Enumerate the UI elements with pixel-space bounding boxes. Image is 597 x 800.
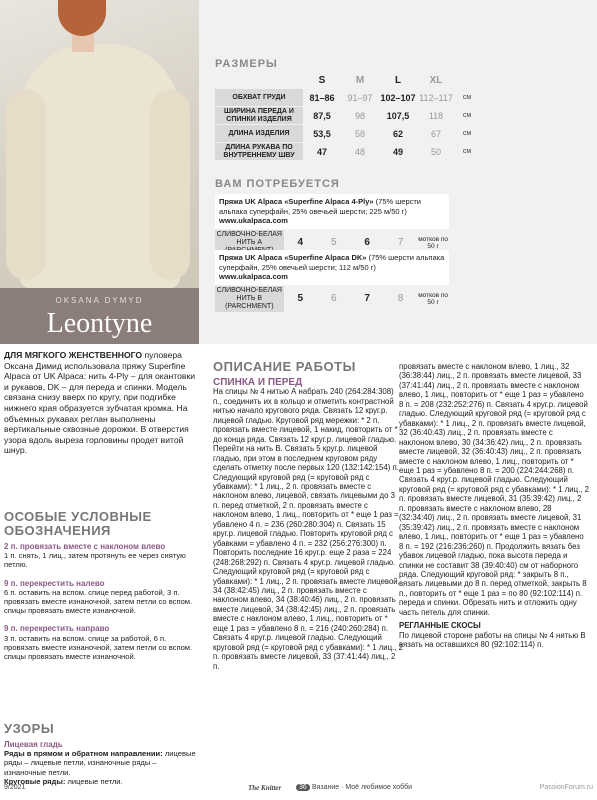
patterns-sub: Лицевая гладь: [4, 740, 63, 749]
materials-label: ВАМ ПОТРЕБУЕТСЯ: [215, 178, 340, 190]
abbreviations-heading: ОСОБЫЕ УСЛОВНЫЕ ОБОЗНАЧЕНИЯ: [4, 509, 152, 538]
unit: см: [462, 148, 472, 155]
description-heading: ОПИСАНИЕ РАБОТЫ: [213, 359, 356, 374]
designer-name: OKSANA DYMYD: [55, 296, 144, 305]
row-label: ДЛИНА ИЗДЕЛИЯ: [215, 125, 303, 143]
pattern-title: Leontyne: [46, 308, 153, 339]
size-col-header: XL: [429, 75, 443, 86]
yarn-a-url: www.ukalpaca.com: [219, 216, 288, 225]
cell: 50: [430, 146, 441, 157]
cell: 5: [297, 292, 304, 304]
row-label: ШИРИНА ПЕРЕДА И СПИНКИ ИЗДЕЛИЯ: [215, 107, 303, 125]
issue-date: 9/2021: [4, 784, 26, 791]
yarn-b-block: [215, 250, 449, 312]
cell: 6: [364, 236, 370, 248]
abbreviation-term: 2 п. провязать вместе с наклоном влево: [4, 542, 166, 551]
description-column-1: [213, 378, 403, 671]
abbreviations-list: [4, 542, 199, 661]
yarn-a-composition: (75% шерсти альпака суперфайн, 25% овечьей шерсти; 225 м/50 г): [219, 197, 421, 216]
hair-shape: [58, 0, 106, 36]
table-row: [215, 143, 479, 161]
size-col-header: L: [394, 75, 402, 86]
cell: 47: [316, 146, 327, 157]
patterns-text-2-body: лицевые петли.: [65, 776, 123, 786]
yarn-b-label: СЛИВОЧНО-БЕЛАЯ НИТЬ В (PARCHMENT): [216, 286, 282, 310]
cell: 98: [354, 110, 365, 121]
sizes-table: [215, 72, 479, 161]
page-number: 36: [296, 784, 310, 791]
sizes-header-blank: [455, 72, 479, 89]
patterns-text-2: [4, 777, 199, 786]
intro-lead: ДЛЯ МЯГКОГО ЖЕНСТВЕННОГО: [4, 350, 143, 360]
unit: мотков по 50 г: [418, 235, 449, 250]
patterns-text-2-bold: Круговые ряды:: [4, 776, 66, 786]
abbreviation-text: 3 п. оставить на вспом. спице за работой, 6 п. провязать вместе изнаночной, затем петли со вспом. спицы провязать вместе изнаночной.: [4, 633, 193, 662]
cell: 118: [428, 110, 444, 121]
abbreviation-term: 9 п. перекрестить направо: [4, 624, 110, 634]
cell: 107,5: [386, 110, 410, 121]
yarn-b-url: www.ukalpaca.com: [219, 272, 288, 281]
raglan-text: По лицевой стороне работы на спицы № 4 нитью В вязать на оставшихся 80 (92:102:114) п.: [399, 630, 586, 650]
magazine-name: The Knitter: [248, 784, 282, 792]
patterns-text-1-body: лицевые ряды – лицевые петли, изнаночные ряды – изнаночные петли.: [4, 749, 196, 777]
yarn-a-name: Пряжа UK Alpaca «Superfine Alpaca 4-Ply»: [219, 197, 374, 206]
model-photo: [0, 0, 199, 288]
table-row: [215, 107, 479, 125]
yarn-a-label: СЛИВОЧНО-БЕЛАЯ НИТЬ А: [215, 230, 284, 256]
cell: 91–97: [347, 92, 373, 103]
abbreviation-item: [4, 579, 199, 616]
cell: 112–117: [419, 92, 453, 103]
table-row: [215, 125, 479, 143]
cell: 7: [397, 236, 404, 248]
sizes-label: РАЗМЕРЫ: [215, 58, 278, 70]
patterns-text-1: [4, 749, 199, 777]
cell: 81–86: [309, 92, 335, 103]
abbreviation-text: 1 п. снять, 1 лиц., затем протянуть ее через снятую петлю.: [4, 551, 186, 570]
description-text: провязать вместе с наклоном влево, 1 лиц., 32 (36:38:44) лиц., 2 п. провязать вместе лицевой, 33 (37:41:44) лиц., 2 п. провязать вместе с наклоном влево, 1 лиц., повторить от * еще 1 раз = убавлено 8 п. = 208 (232:252:276) п. Связать 4 круг.р. лицевой гладью. Следующий круговой ряд (= круговой ряд с убавками): * 1 лиц., 2 п. провязать вместе лицевой, 32 (36:40:43) лиц., 2 п. провязать вместе с наклоном влево, 30 (34:36:42) лиц., 2 п. провязать вместе лицевой, 32 (36:40:43) лиц., 2 п. провязать вместе с наклоном влево, 1 лиц., повторить от * еще 1 раз = убавлено 8 п. = 200 (224:244:268) п. Связать 4 круг.р. лицевой гладью. Следующий круговой ряд (= круговой ряд с убавками): * 1 лиц., 2 п. провязать вместе лицевой, 31 (35:39:42) лиц., 2 п. провязать вместе с наклоном влево, 28 (32:34:40) лиц., 2 п. провязать вместе лицевой, 31 (35:39:42) лиц., 2 п. провязать вместе с наклоном влево, 1 лиц., повторить от * еще 1 раз = убавлено 8 п. = 192 (216:236:260) п. Продолжить вязать без убавок лицевой гладью, пока высота переда и спинки не составит 38 (39:40:40) см от наборного ряда. Следующий круговой ряд: * закрыть 8 п., вязать лицевыми до 8 п. перед отметкой, закрыть 8 п., повторить от * еще 1 раз = по 80 (92:102:114) п. переда и спинки. Обрезать нить и отложить одну часть петель для спинки.: [399, 362, 589, 617]
magazine-tagline: Вязание · Моё любимое хобби: [312, 784, 413, 791]
patterns-block: [4, 740, 199, 786]
title-band: [0, 288, 199, 344]
cell: 4: [297, 236, 304, 248]
description-text: На спицы № 4 нитью А набрать 240 (264:284:308) п., соединить их в кольцо и отметить контрастной нитью начало кругового ряда. Связать 12 круг.р. лицевой гладью. Круговой ряд мережки: * 2 п. провязать вместе лицевой, 1 накид, повторить от * до конца ряда. Связать 12 круг.р. лицевой гладью. Перейти на нить В. Связать 5 круг.р. лицевой гладью, при этом в последнем круговом ряду сделать отметку после первых 120 (132:142:154) п. Следующий круговой ряд (= круговой ряд с убавками): * 1 лиц., 2 п. провязать вместе с наклоном влево, лицевой, связать лицевыми до 3 п. перед отметкой, 2 п. провязать вместе с наклоном влево, 1 лиц., повторить от * еще 1 раз = убавлено 4 п. = 236 (260:280:304) п. Связать 15 круг.р. лицевой гладью. Повторить круговой ряд с убавками = убавлено 4 п. = 232 (256:276:300) п. Повторить последние 16 круг.р. еще 2 раза = 224 (248:268:292) п. Связать 4 круг.р. лицевой гладью. Следующий круговой ряд (= круговой ряд с убавками): * 1 лиц., 2 п. провязать вместе лицевой, 34 (38:42:45) лиц., 2 п. провязать вместе с наклоном влево, 34 (38:40:46) лиц., 2 п. провязать вместе лицевой, 34 (38:42:45) лиц., 2 п. провязать вместе с наклоном влево, 1 лиц., повторить от * еще 1 раз = убавлено 8 п. = 216 (240:260:284) п. Связать 4 круг.р. лицевой гладью. Следующий круговой ряд (= круговой ряд с убавками): * 1 лиц., 2 п. провязать вместе лицевой, 33 (37:41:44) лиц., 2 п.: [213, 387, 403, 671]
cell: 53,5: [313, 128, 331, 139]
yarn-a-block: [215, 194, 449, 256]
cell: 5: [330, 236, 337, 248]
abbreviation-text: 6 п. оставить на вспом. спице перед работой, 3 п. провязать вместе изнаночной, затем петли со вспом. спицы провязать вместе изнаночной.: [4, 587, 193, 616]
unit: см: [462, 130, 472, 137]
yarn-b-name: Пряжа UK Alpaca «Superfine Alpaca DK»: [219, 253, 367, 262]
intro-paragraph: [4, 350, 199, 456]
left-sleeve-shape: [6, 90, 46, 280]
watermark: PassionForum.ru: [539, 784, 593, 791]
right-sleeve-shape: [150, 90, 190, 280]
cell: 7: [364, 292, 370, 304]
unit: мотков по 50 г: [418, 291, 449, 306]
row-label: ОБХВАТ ГРУДИ: [215, 89, 303, 107]
intro-text: пуловера Оксана Димид использовала пряжу Superfine Alpaca от UK Alpaca: нить 4-Ply – для окантовки и рукавов, DK – для переда и спинки. Модель связана снизу вверх по кругу, при подгибке нижнего края образуется зубчатая кромка. На объемных рукавах реглан выполнены вертикальные сквозные дорожки. В отверстия узора вдоль выреза горловины продет витой шнур.: [4, 350, 196, 456]
patterns-text-1-bold: Ряды в прямом и обратном направлении:: [4, 749, 163, 759]
size-col-header: S: [318, 75, 326, 86]
abbreviation-term: 9 п. перекрестить налево: [4, 578, 105, 588]
sizes-header-blank: [215, 72, 303, 89]
table-row: [215, 89, 479, 107]
row-label: ДЛИНА РУКАВА ПО ВНУТРЕННЕМУ ШВУ: [215, 143, 303, 161]
patterns-heading: УЗОРЫ: [4, 721, 55, 736]
size-col-header: M: [355, 75, 365, 86]
cell: 58: [354, 128, 365, 139]
cell: 48: [354, 146, 365, 157]
yarn-b-composition: (75% шерсти альпака суперфайн, 25% овечьей шерсти; 112 м/50 г): [219, 253, 445, 272]
cell: 8: [397, 292, 404, 304]
unit: см: [462, 112, 472, 119]
abbreviation-item: [4, 624, 199, 661]
yarn-a-description: [215, 194, 449, 230]
cell: 49: [392, 146, 403, 157]
raglan-heading: РЕГЛАННЫЕ СКОСЫ: [399, 621, 481, 631]
cell: 67: [430, 128, 441, 139]
yarn-b-description: [215, 250, 449, 286]
yarn-b-row: [215, 286, 449, 312]
description-sub: СПИНКА И ПЕРЕД: [213, 377, 303, 388]
cell: 87,5: [313, 110, 331, 121]
cell: 102–107: [380, 92, 416, 103]
abbreviation-item: [4, 542, 199, 570]
cell: 62: [392, 128, 403, 139]
description-column-2: [399, 362, 589, 650]
cell: 6: [330, 292, 337, 304]
unit: см: [462, 94, 472, 102]
